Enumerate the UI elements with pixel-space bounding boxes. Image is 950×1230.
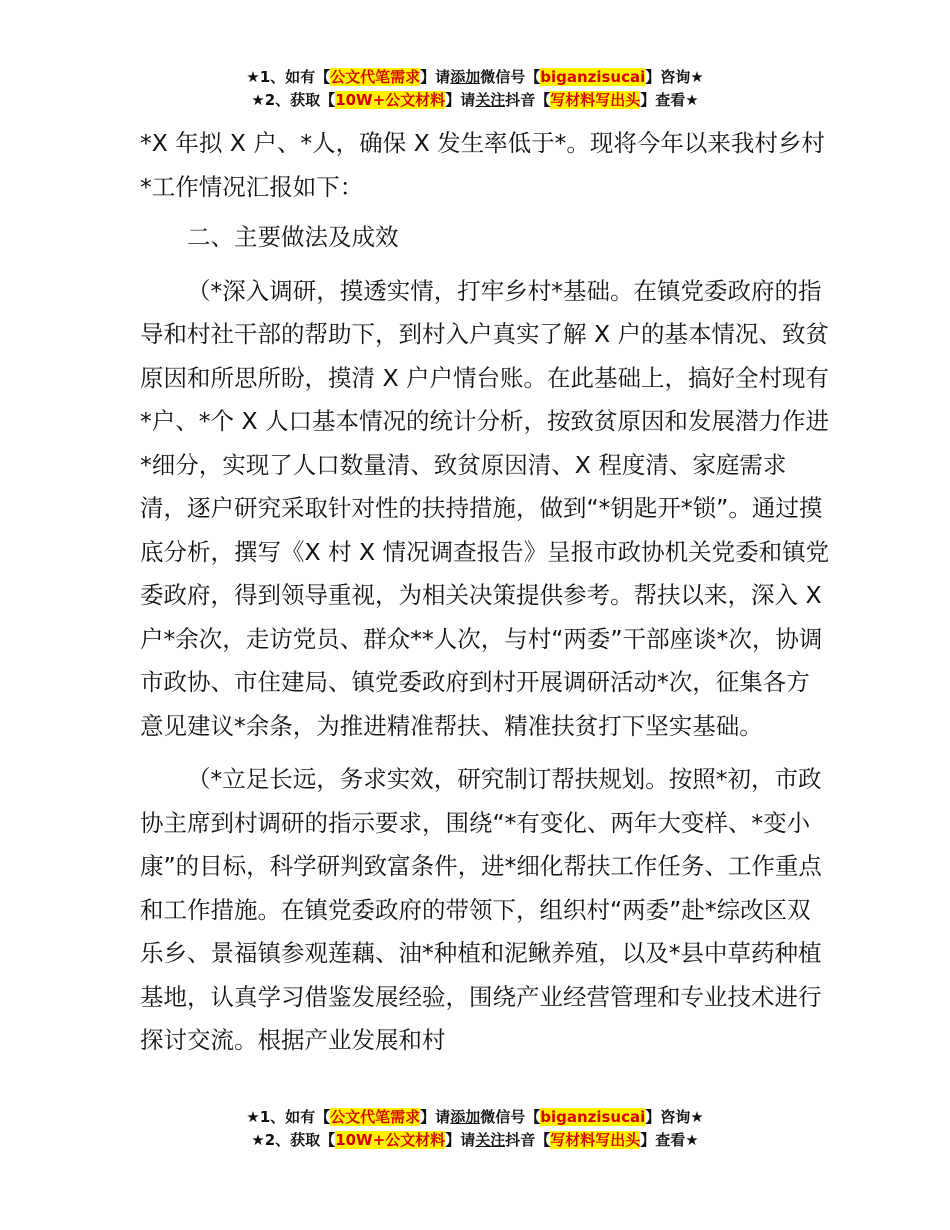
- top-promo-banner: [0, 66, 950, 112]
- promo-highlight: 写材料写出头: [550, 1131, 641, 1149]
- promo-text: 抖音【: [505, 1131, 551, 1149]
- promo-text: 】请: [445, 91, 476, 109]
- promo-highlight: 公文代笔需求: [330, 1108, 421, 1126]
- intro-fragment: *X 年拟 X 户、*人，确保 X 发生率低于*。现将今年以来我村乡村*工作情况汇报如下：: [140, 129, 825, 201]
- promo-text: 】请: [445, 1131, 476, 1149]
- promo-underline-text: 关注: [475, 91, 506, 109]
- promo-line-1: [0, 66, 950, 89]
- promo-underline-text: 关注: [475, 1131, 506, 1149]
- promo-text: 】请: [420, 1108, 451, 1126]
- bottom-promo-banner: [0, 1106, 950, 1152]
- promo-text: 】咨询★: [645, 1108, 704, 1126]
- promo-highlight: 写材料写出头: [550, 91, 641, 109]
- promo-text: 微信号【: [480, 68, 541, 86]
- paragraph-1: （*深入调研，摸透实情，打牢乡村*基础。在镇党委政府的指导和村社干部的帮助下，到村入户真实了解 X 户的基本情况、致贫原因和所思所盼，摸清 X 户户情台账。在此基础上，搞好全村现有*户、*个 X 人口基本情况的统计分析，按致贫原因和发展潜力作进*细分，实现了人口数量清、致贫原因清、X 程度清、家庭需求清，逐户研究采取针对性的扶持措施，做到“*钥匙开*锁”。通过摸底分析，撰写《X 村 X 情况调查报告》呈报市政协机关党委和镇党委政府，得到领导重视，为相关决策提供参考。帮扶以来，深入 X 户*余次，走访党员、群众**人次，与村“两委”干部座谈*次，协调市政协、市住建局、镇党委政府到村开展调研活动*次，征集各方意见建议*余条，为推进精准帮扶、精准扶贫打下坚实基础。: [140, 276, 830, 740]
- document-body: [140, 122, 830, 1063]
- promo-text: 抖音【: [505, 91, 551, 109]
- promo-highlight: biganzisucai: [540, 68, 646, 86]
- promo-text: ★1、如有【: [246, 68, 331, 86]
- promo-text: 】查看★: [640, 91, 699, 109]
- promo-text: 微信号【: [480, 1108, 541, 1126]
- paragraph-2: （*立足长远，务求实效，研究制订帮扶规划。按照*初，市政协主席到村调研的指示要求，围绕“*有变化、两年大变样、*变小康”的目标，科学研判致富条件，进*细化帮扶工作任务、工作重点和工作措施。在镇党委政府的带领下，组织村“两委”赴*综改区双乐乡、景福镇参观莲藕、油*种植和泥鳅养殖，以及*县中草药种植基地，认真学习借鉴发展经验，围绕产业经营管理和专业技术进行探讨交流。根据产业发展和村: [140, 765, 822, 1054]
- promo-line-2: [0, 1129, 950, 1152]
- promo-text: 】查看★: [640, 1131, 699, 1149]
- promo-text: ★2、获取【: [251, 91, 336, 109]
- promo-text: 】咨询★: [645, 68, 704, 86]
- promo-text: ★1、如有【: [246, 1108, 331, 1126]
- promo-underline-text: 添加: [450, 68, 481, 86]
- promo-highlight: 10W+公文材料: [335, 1131, 446, 1149]
- promo-highlight: 公文代笔需求: [330, 68, 421, 86]
- promo-line-2: [0, 89, 950, 112]
- promo-underline-text: 添加: [450, 1108, 481, 1126]
- promo-highlight: 10W+公文材料: [335, 91, 446, 109]
- promo-highlight: biganzisucai: [540, 1108, 646, 1126]
- promo-text: ★2、获取【: [251, 1131, 336, 1149]
- section-heading: 二、主要做法及成效: [187, 223, 399, 251]
- promo-line-1: [0, 1106, 950, 1129]
- promo-text: 】请: [420, 68, 451, 86]
